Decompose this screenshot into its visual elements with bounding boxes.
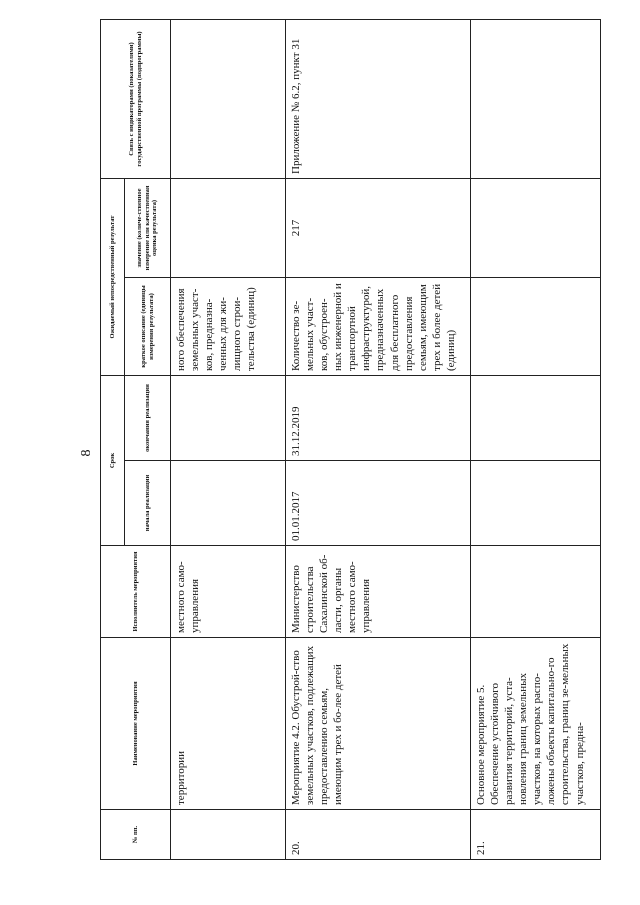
header-expected-desc: краткое описание (единицы измерения результата): [125, 278, 171, 376]
cell-end: 31.12.2019: [286, 376, 471, 461]
cell-link: Приложение № 6.2, пункт 31: [286, 20, 471, 179]
header-term-end: окончания реализации: [125, 376, 171, 461]
header-no: № пп.: [101, 810, 171, 860]
header-executor: Исполнитель мероприятия: [101, 546, 171, 638]
header-expected: Ожидаемый непосредственный результат: [101, 179, 125, 376]
cell-value: [171, 179, 286, 278]
page-number: 8: [79, 449, 94, 457]
cell-no: 20.: [286, 810, 471, 860]
cell-start: [171, 461, 286, 546]
cell-start: [471, 461, 601, 546]
header-link: Связь с индикаторами (показателями) государственной программы (подпрограммы): [101, 20, 171, 179]
header-term-start: начала реализации: [125, 461, 171, 546]
table-row: [471, 20, 601, 860]
cell-executor: Министерство строительства Сахалинской об-ласти, органы местного само-управления: [286, 546, 471, 638]
cell-executor: [471, 546, 601, 638]
cell-start: 01.01.2017: [286, 461, 471, 546]
cell-no: 21.: [471, 810, 601, 860]
cell-link: [171, 20, 286, 179]
cell-desc: ного обеспечения земельных участ-ков, предназна-ченных для жи-лищного строи-тельства (единиц): [171, 278, 286, 376]
cell-link: [471, 20, 601, 179]
cell-value: [471, 179, 601, 278]
rotated-table-area: [100, 20, 600, 860]
activities-table: [100, 19, 601, 860]
cell-no: [171, 810, 286, 860]
cell-name: Мероприятие 4.2. Обустрой-ство земельных участков, подлежащих предоставлению семьям, имеющим трех и бо-лее детей: [286, 638, 471, 810]
header-term: Срок: [101, 376, 125, 546]
cell-end: [171, 376, 286, 461]
cell-desc: [471, 278, 601, 376]
cell-desc: Количество зе-мельных участ-ков, обустроен-ных инженерной и транспортной инфраструктурой, предназначенных для бесплатного предоставления семьям, имеющим трех и более детей (единиц): [286, 278, 471, 376]
cell-value: 217: [286, 179, 471, 278]
table-row: [286, 20, 471, 860]
header-name: Наименование мероприятия: [101, 638, 171, 810]
cell-name: Основное мероприятие 5. Обеспечение устойчивого развития территорий, уста-новления границ земельных участков, на которых распо-ложены объекты капитально-го строительства, границ зе-мельных участков, предна-: [471, 638, 601, 810]
header-expected-value: значение (количе-ственное измерение или качественная оценка результата): [125, 179, 171, 278]
cell-executor: местного само-управления: [171, 546, 286, 638]
cell-end: [471, 376, 601, 461]
cell-name: территории: [171, 638, 286, 810]
table-row: [171, 20, 286, 860]
